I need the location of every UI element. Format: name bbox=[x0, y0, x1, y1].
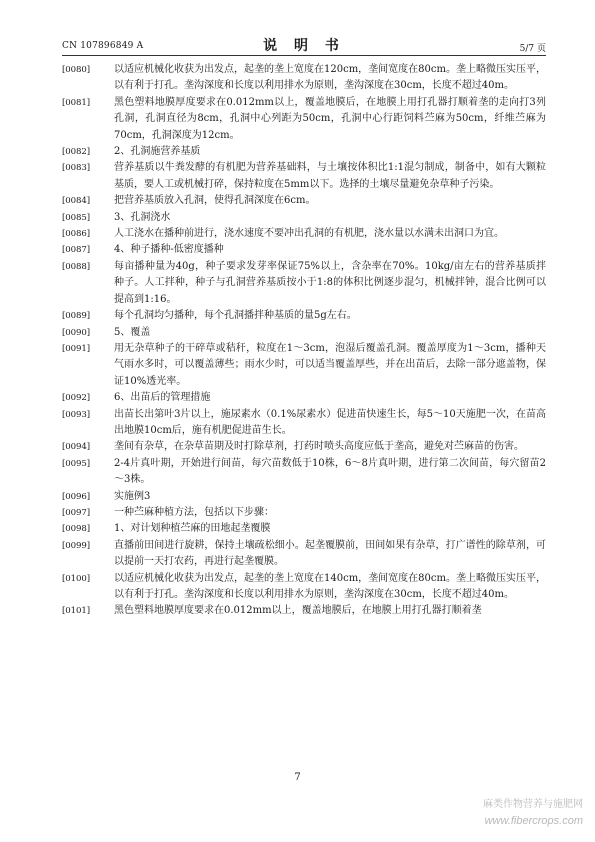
paragraph bbox=[62, 226, 546, 242]
paragraph-number: [0095] bbox=[62, 458, 90, 469]
paragraph-text: 黑色塑料地膜厚度要求在0.012mm以上，覆盖地膜后，在地膜上用打孔器打顺着垄 bbox=[114, 605, 482, 617]
paragraph-text: 营养基质以牛粪发酵的有机肥为营养基础料，与土壤按体积比1:1混匀制成，制备中，如有大颗粒基质，要人工或机械打碎，保持粒度在5mm以下。选择的土壤尽量避免杂草种子污染。 bbox=[114, 162, 546, 190]
paragraph-text: 每亩播种量为40g，种子要求发芽率保证75%以上，含杂率在70%。10kg/亩左右的营养基质拌种子。人工拌种，种子与孔洞营养基质按小于1:8的体积比例逐步混匀，机械拌钟，混合比例可以提高到1:16。 bbox=[114, 260, 546, 305]
paragraph-number: [0081] bbox=[62, 97, 90, 108]
paragraph-number: [0092] bbox=[62, 393, 90, 404]
paragraph bbox=[62, 308, 546, 324]
paragraph bbox=[62, 62, 546, 95]
paragraph-number: [0086] bbox=[62, 229, 90, 240]
paragraph-number: [0090] bbox=[62, 327, 90, 338]
paragraph-text: 每个孔洞均匀播种，每个孔洞播拌种基质的量5g左右。 bbox=[114, 310, 357, 322]
paragraph-number: [0080] bbox=[62, 65, 90, 75]
paragraph-text: 直播前田间进行旋耕，保持土壤疏松细小。起垄覆膜前，田间如果有杂草，打广谱性的除草剂，可以提前一天打农药，再进行起垄覆膜。 bbox=[114, 539, 546, 568]
paragraph bbox=[62, 325, 546, 341]
paragraph-number: [0093] bbox=[62, 409, 90, 420]
paragraph-text: 1、对计划种植苎麻的田地起垄覆膜 bbox=[114, 523, 271, 535]
paragraph bbox=[62, 341, 546, 390]
paragraph bbox=[62, 521, 546, 537]
paragraph-text: 用无杂草种子的干碎草或秸秆，粒度在1～3cm，泡湿后覆盖孔洞。覆盖厚度为1～3cm，播种天气雨水多时，可以覆盖薄些；雨水少时，可以适当覆盖厚些，并在出苗后，去除一部分遮盖物，保证10%透光率。 bbox=[114, 342, 546, 387]
paragraph-text: 4、种子播种-低密度播种 bbox=[114, 244, 224, 256]
paragraph bbox=[62, 144, 546, 160]
paragraph bbox=[62, 505, 546, 521]
paragraph-number: [0088] bbox=[62, 261, 90, 272]
paragraph-number: [0083] bbox=[62, 163, 90, 174]
paragraph-text: 垄间有杂草，在杂草苗期及时打除草剂，打药时喷头高度应低于垄高，避免对苎麻苗的伤害。 bbox=[114, 441, 524, 453]
paragraph-text: 2-4片真叶期，开始进行间苗，每穴苗数低于10株，6～8片真叶期，进行第二次间苗，每穴留苗2～3株。 bbox=[114, 457, 546, 486]
paragraph bbox=[62, 242, 546, 258]
paragraph-number: [0101] bbox=[62, 606, 90, 617]
page-ratio: 5/7 页 bbox=[519, 44, 546, 54]
watermark-url: www.fibercrops.com bbox=[484, 815, 583, 827]
paragraph-text: 3、孔洞浇水 bbox=[114, 211, 171, 223]
paragraph-number: [0100] bbox=[62, 573, 90, 584]
paragraph-number: [0084] bbox=[62, 196, 90, 207]
paragraph-number: [0094] bbox=[62, 442, 90, 453]
page-title: 说 明 书 bbox=[263, 38, 345, 54]
paragraph bbox=[62, 95, 546, 144]
paragraph-text: 5、覆盖 bbox=[114, 326, 151, 338]
paragraph-text: 6、出苗后的管理措施 bbox=[114, 392, 211, 404]
paragraph bbox=[62, 390, 546, 406]
paragraph bbox=[62, 603, 546, 619]
paragraph-text: 黑色塑料地膜厚度要求在0.012mm以上，覆盖地膜后，在地膜上用打孔器打顺着垄的走向打3列孔洞，孔洞直径为8cm，孔洞中心列距为50cm，孔洞中心行距饲料苎麻为50cm，纤维苎麻为70cm，孔洞深度为12cm。 bbox=[114, 96, 546, 141]
paragraph bbox=[62, 538, 546, 571]
watermark bbox=[483, 797, 583, 829]
document-number: CN 107896849 A bbox=[62, 41, 144, 51]
page-header bbox=[62, 33, 546, 56]
paragraph-text: 一种苎麻种植方法，包括以下步骤： bbox=[114, 506, 274, 518]
paragraph-number: [0097] bbox=[62, 507, 90, 518]
paragraph-number: [0091] bbox=[62, 343, 90, 354]
paragraph-text: 把营养基质放入孔洞，使得孔洞深度在6cm。 bbox=[114, 195, 316, 207]
paragraph bbox=[62, 489, 546, 505]
paragraph-text: 实施例3 bbox=[114, 490, 151, 502]
paragraph-text: 出苗长出第叶3片以上，施尿素水（0.1%尿素水）促进苗快速生长，每5～10天施肥一次，在苗高出地膜10cm后，施有机肥促进苗生长。 bbox=[114, 408, 546, 436]
paragraph bbox=[62, 160, 546, 193]
paragraph-number: [0082] bbox=[62, 147, 90, 158]
paragraph-number: [0098] bbox=[62, 524, 90, 535]
paragraph bbox=[62, 259, 546, 308]
paragraph bbox=[62, 456, 546, 489]
document-body bbox=[62, 62, 546, 620]
paragraph-text: 人工浇水在播种前进行，浇水速度不要冲出孔洞的有机肥，浇水量以水满未出洞口为宜。 bbox=[114, 228, 504, 240]
paragraph bbox=[62, 439, 546, 455]
paragraph bbox=[62, 571, 546, 604]
paragraph-number: [0087] bbox=[62, 245, 90, 256]
paragraph bbox=[62, 210, 546, 226]
page-number: 7 bbox=[294, 772, 301, 783]
watermark-site-name: 麻类作物营养与施肥网 bbox=[483, 799, 583, 810]
paragraph-text: 2、孔洞施营养基质 bbox=[114, 146, 201, 158]
paragraph bbox=[62, 407, 546, 440]
paragraph-text: 以适应机械化收获为出发点，起垄的垄上宽度在140cm，垄间宽度在80cm。垄上略微压实压平，以有利于打孔。垄沟深度和长度以利用排水为原则，垄沟深度在30cm，长度不超过40m。 bbox=[114, 572, 546, 600]
paragraph-number: [0099] bbox=[62, 540, 90, 551]
paragraph-number: [0085] bbox=[62, 212, 90, 223]
paragraph-number: [0096] bbox=[62, 491, 90, 502]
paragraph bbox=[62, 193, 546, 209]
paragraph-number: [0089] bbox=[62, 311, 90, 322]
paragraph-text: 以适应机械化收获为出发点，起垄的垄上宽度在120cm，垄间宽度在80cm。垄上略微压实压平，以有利于打孔。垄沟深度和长度以利用排水为原则，垄沟深度在30cm，长度不超过40m。 bbox=[114, 64, 546, 92]
